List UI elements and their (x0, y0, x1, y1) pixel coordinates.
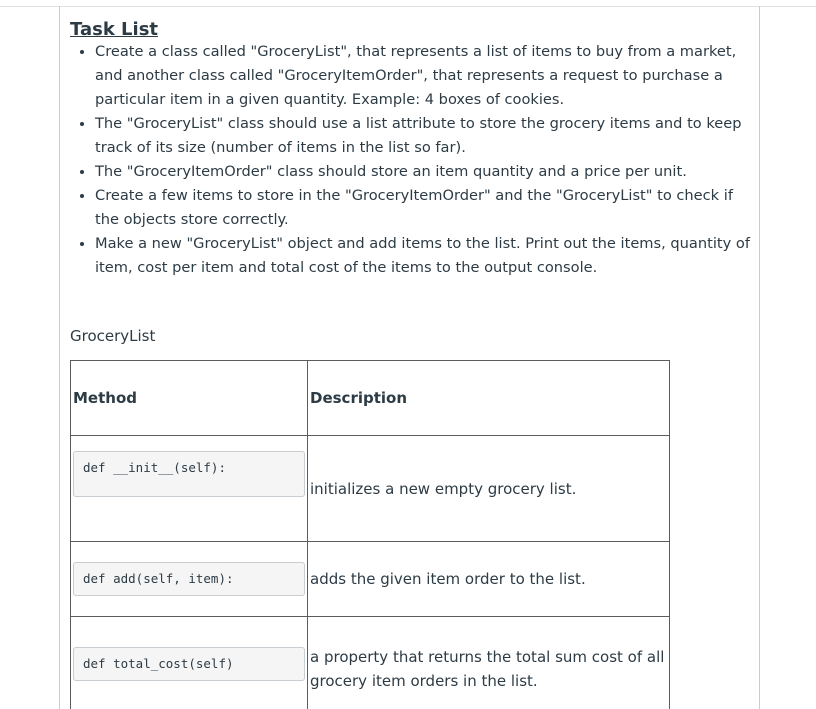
table-row (71, 542, 670, 617)
description-cell: initializes a new empty grocery list. (308, 436, 670, 542)
task-item: • Make a new "GroceryList" object and add items to the list. Print out the items, quantity of item, cost per item and total cost of the items to the output console. (95, 232, 752, 280)
methods-table (70, 360, 670, 709)
method-cell (71, 436, 308, 542)
table-header-row (71, 361, 670, 436)
description-column-header: Description (308, 361, 670, 436)
task-list (70, 40, 752, 280)
right-border (759, 6, 760, 709)
table-row (71, 436, 670, 542)
description-cell: adds the given item order to the list. (308, 542, 670, 617)
method-signature: def add(self, item): (73, 562, 305, 596)
method-column-header: Method (71, 361, 308, 436)
left-border (59, 6, 60, 709)
task-item: • Create a few items to store in the "GroceryItemOrder" and the "GroceryList" to check if the objects store correctly. (95, 184, 752, 232)
method-signature: def total_cost(self) (73, 647, 305, 681)
task-item: • Create a class called "GroceryList", that represents a list of items to buy from a market, and another class called "GroceryItemOrder", that represents a request to purchase a particular item in a given quantity. Example: 4 boxes of cookies. (95, 40, 752, 112)
method-cell (71, 542, 308, 617)
task-item: • The "GroceryItemOrder" class should store an item quantity and a price per unit. (95, 160, 752, 184)
task-item: • The "GroceryList" class should use a list attribute to store the grocery items and to keep track of its size (number of items in the list so far). (95, 112, 752, 160)
top-divider (0, 6, 816, 7)
task-list-title: Task List (70, 19, 159, 40)
class-name-label: GroceryList (70, 327, 156, 345)
table-row (71, 617, 670, 709)
task-list-section (70, 20, 752, 280)
method-signature: def __init__(self): (73, 451, 305, 497)
description-cell: a property that returns the total sum cost of all grocery item orders in the list. (308, 617, 670, 709)
method-cell (71, 617, 308, 709)
